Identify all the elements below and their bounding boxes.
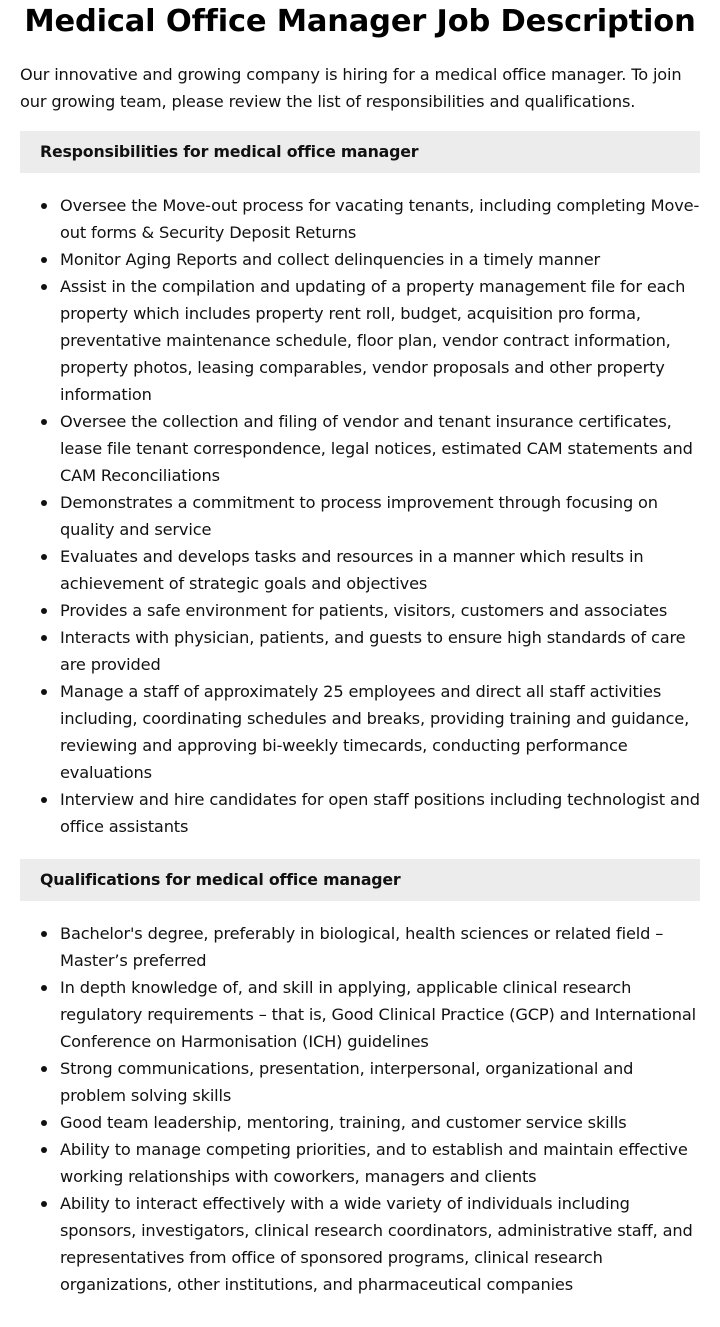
list-item	[20, 678, 700, 786]
list-item	[20, 246, 700, 273]
bullet-icon	[41, 1066, 47, 1072]
bullet-icon	[41, 797, 47, 803]
list-item-text: Demonstrates a commitment to process improvement through focusing on quality and service	[60, 493, 658, 539]
list-item-text: Good team leadership, mentoring, training, and customer service skills	[60, 1113, 627, 1132]
bullet-icon	[41, 500, 47, 506]
intro-paragraph: Our innovative and growing company is hiring for a medical office manager. To join our growing team, please review the list of responsibilities and qualifications.	[20, 65, 682, 111]
list-item-text: Monitor Aging Reports and collect delinquencies in a timely manner	[60, 250, 601, 269]
list-item-text: Oversee the Move-out process for vacating tenants, including completing Move-out forms & Security Deposit Returns	[60, 196, 700, 242]
list-item	[20, 273, 700, 408]
bullet-icon	[41, 985, 47, 991]
bullet-icon	[41, 635, 47, 641]
list-item-text: Interview and hire candidates for open staff positions including technologist and office assistants	[60, 790, 700, 836]
bullet-icon	[41, 931, 47, 937]
list-item-text: Evaluates and develops tasks and resources in a manner which results in achievement of strategic goals and objectives	[60, 547, 644, 593]
list-item	[20, 1190, 700, 1298]
bullet-icon	[41, 203, 47, 209]
list-item	[20, 624, 700, 678]
list-item	[20, 192, 700, 246]
qualifications-heading: Qualifications for medical office manager	[20, 859, 700, 901]
list-item	[20, 1136, 700, 1190]
list-item	[20, 597, 700, 624]
list-item-text: Strong communications, presentation, interpersonal, organizational and problem solving skills	[60, 1059, 634, 1105]
bullet-icon	[41, 257, 47, 263]
list-item-text: Manage a staff of approximately 25 employees and direct all staff activities including, coordinating schedules and breaks, providing training and guidance, reviewing and approving bi-weekly timecards, conducting performance evaluations	[60, 682, 690, 782]
list-item	[20, 408, 700, 489]
list-item	[20, 920, 700, 974]
list-item	[20, 489, 700, 543]
responsibilities-list	[20, 192, 700, 840]
list-item-text: Ability to manage competing priorities, and to establish and maintain effective working relationships with coworkers, managers and clients	[60, 1140, 688, 1186]
list-item-text: Oversee the collection and filing of vendor and tenant insurance certificates, lease file tenant correspondence, legal notices, estimated CAM statements and CAM Reconciliations	[60, 412, 693, 485]
list-item-text: Interacts with physician, patients, and guests to ensure high standards of care are provided	[60, 628, 686, 674]
bullet-icon	[41, 1120, 47, 1126]
list-item-text: Assist in the compilation and updating of a property management file for each property which includes property rent roll, budget, acquisition pro forma, preventative maintenance schedule, floor plan, vendor contract information, property photos, leasing comparables, vendor proposals and other property information	[60, 277, 686, 404]
qualifications-list	[20, 920, 700, 1298]
list-item	[20, 786, 700, 840]
bullet-icon	[41, 419, 47, 425]
bullet-icon	[41, 1147, 47, 1153]
list-item	[20, 1109, 700, 1136]
list-item	[20, 1055, 700, 1109]
list-item-text: Provides a safe environment for patients, visitors, customers and associates	[60, 601, 668, 620]
list-item	[20, 543, 700, 597]
bullet-icon	[41, 1201, 47, 1207]
list-item-text: Bachelor's degree, preferably in biological, health sciences or related field – Master’s preferred	[60, 924, 664, 970]
bullet-icon	[41, 608, 47, 614]
bullet-icon	[41, 689, 47, 695]
list-item-text: In depth knowledge of, and skill in applying, applicable clinical research regulatory requirements – that is, Good Clinical Practice (GCP) and International Conference on Harmonisation (ICH) guidelines	[60, 978, 697, 1051]
list-item-text: Ability to interact effectively with a wide variety of individuals including sponsors, investigators, clinical research coordinators, administrative staff, and representatives from office of sponsored programs, clinical research organizations, other institutions, and pharmaceutical companies	[60, 1194, 693, 1294]
page-title: Medical Office Manager Job Description	[24, 4, 696, 39]
bullet-icon	[41, 554, 47, 560]
list-item	[20, 974, 700, 1055]
bullet-icon	[41, 284, 47, 290]
responsibilities-heading: Responsibilities for medical office manager	[20, 131, 700, 173]
